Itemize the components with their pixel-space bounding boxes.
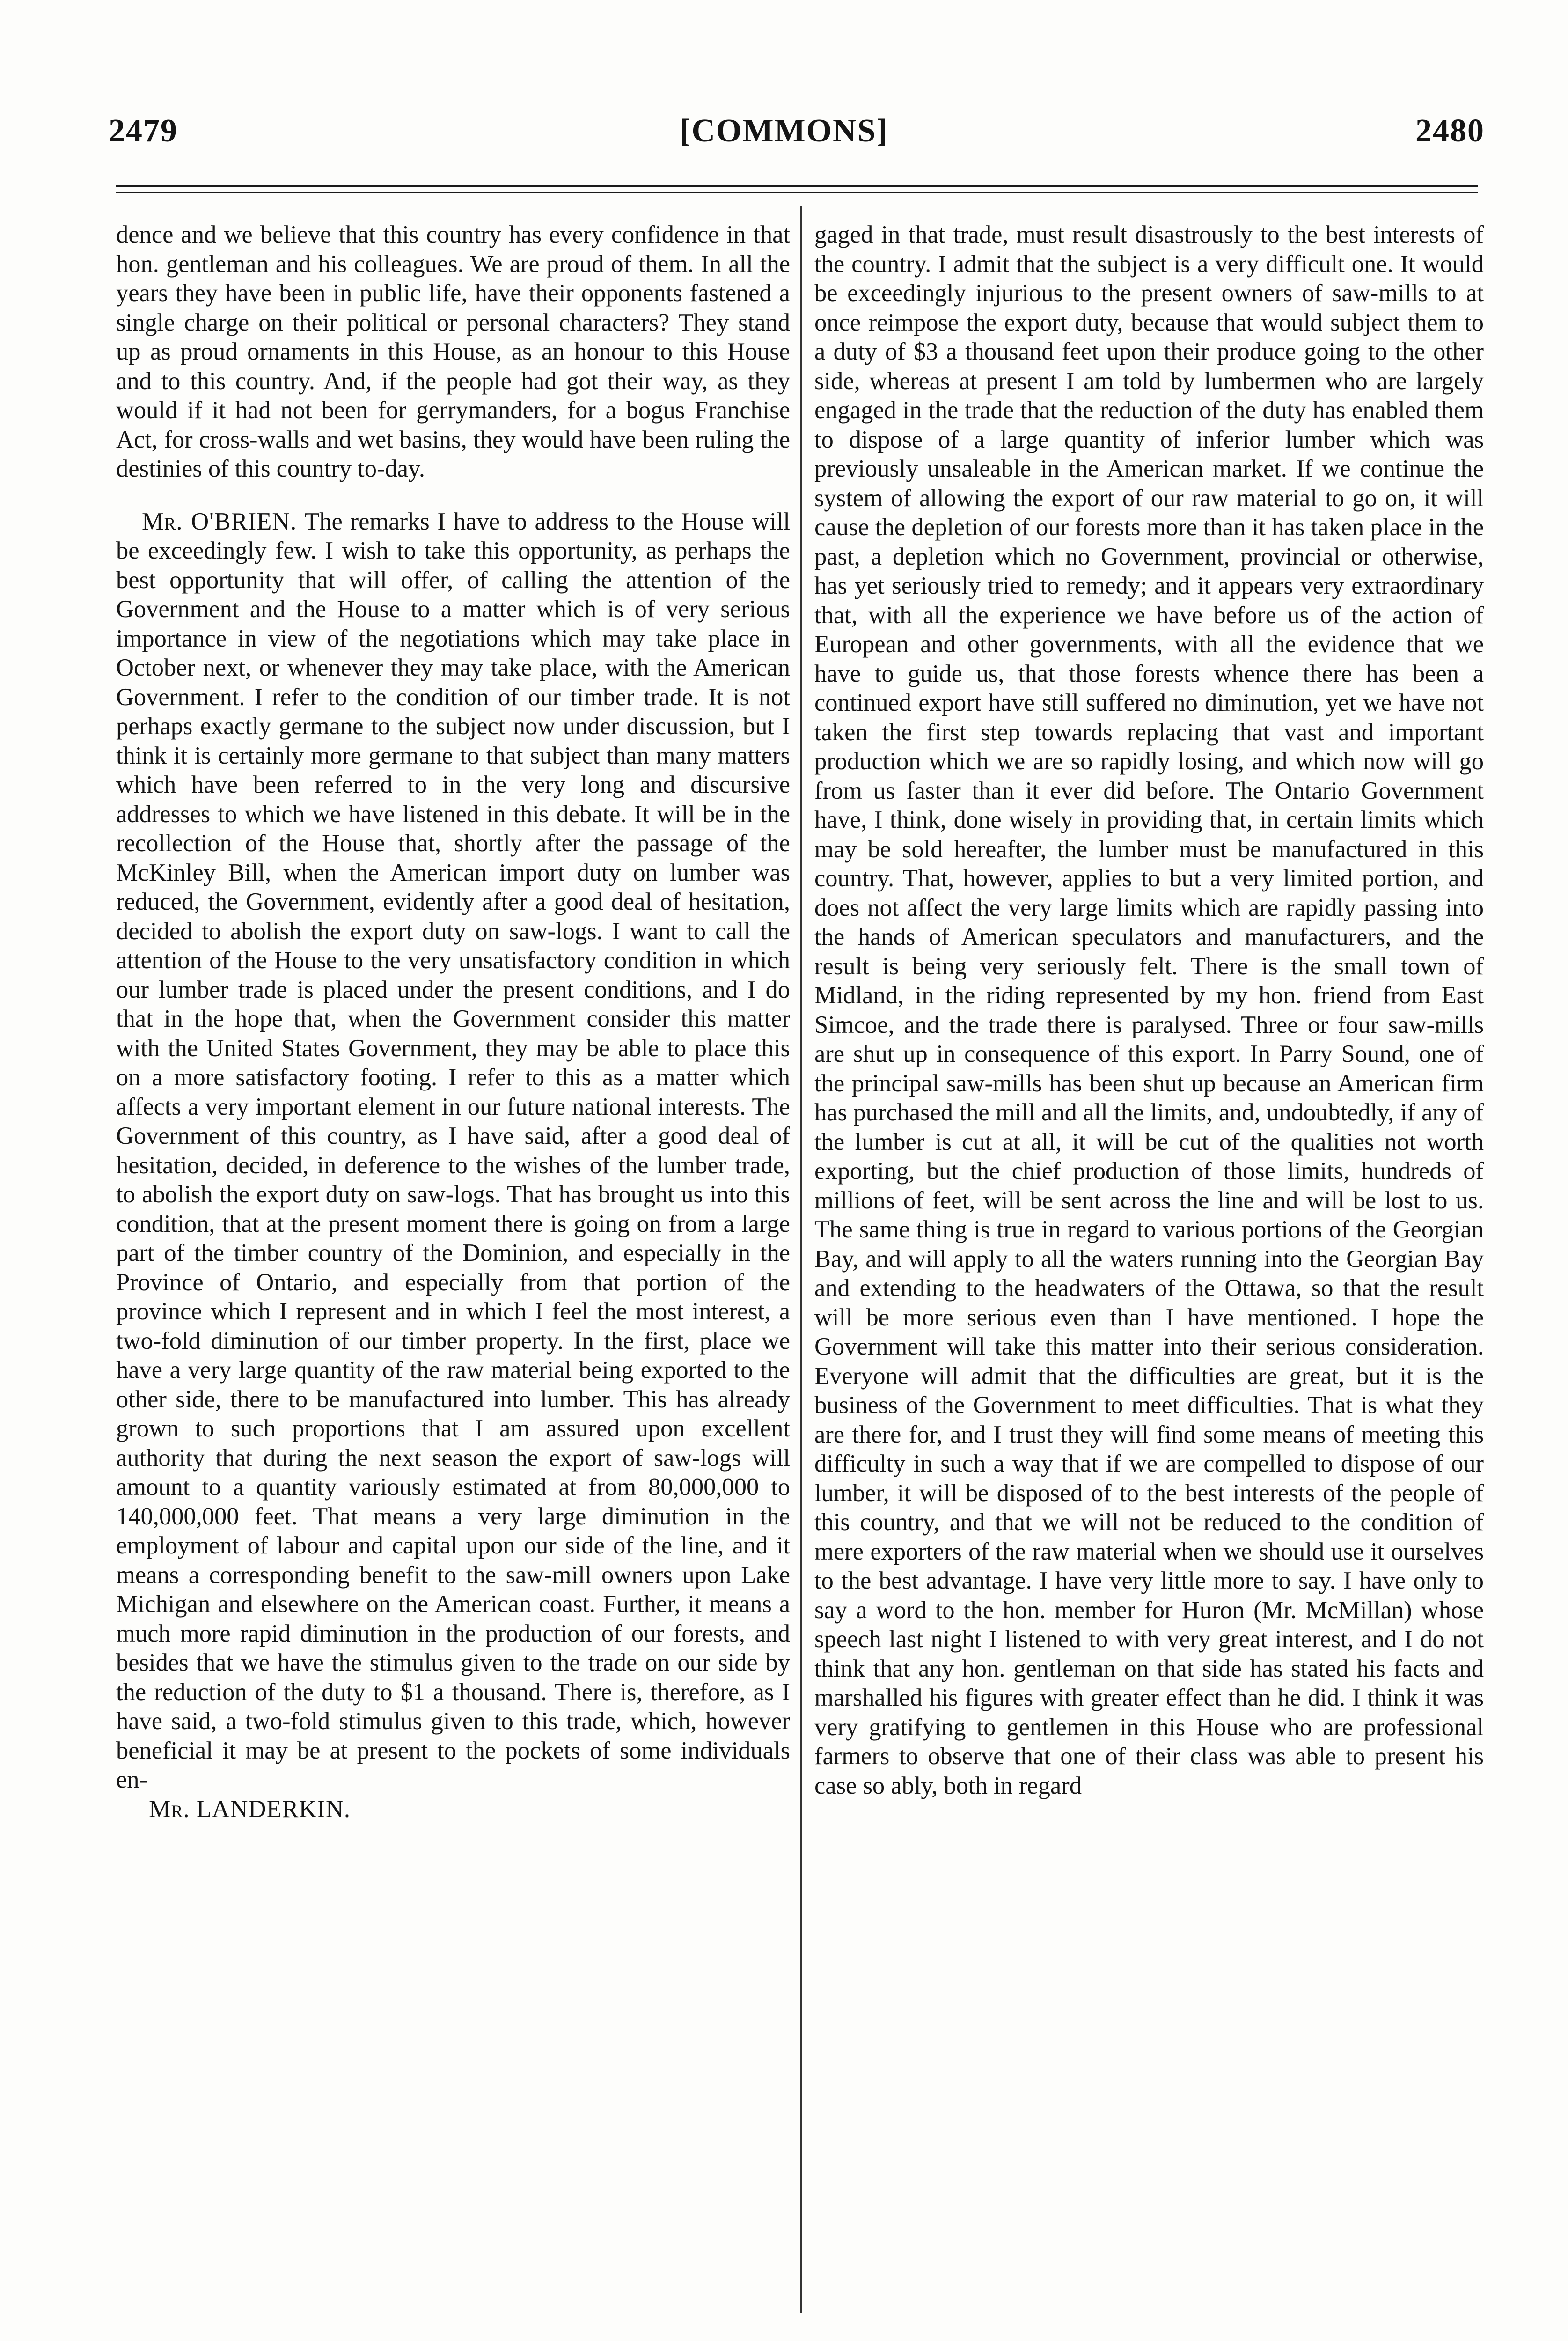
continued-paragraph: dence and we believe that this country has every confidence in that hon. gentleman and his colleagues. We are proud of them. In all the years they have been in public life, have their opponents fastened a single charge on their political or personal characters? They stand up as proud ornaments in this House, as an honour to this House and to this country. And, if the people had got their way, as they would if it had not been for gerrymanders, for a bogus Franchise Act, for cross-walls and wet basins, they would have been ruling the destinies of this country to-day. xyxy=(116,221,790,482)
speaker-name: Mr. O'BRIEN. xyxy=(142,508,297,535)
speech-text: The remarks I have to address to the House will be exceedingly few. I wish to take this opportunity, as perhaps the best opportunity that will offer, of calling the attention of the Government and the House to a matter which is of very serious importance in view of the negotiations which may take place in October next, or whenever they may take place, with the American Government. I refer to the condition of our timber trade. It is not perhaps exactly germane to the subject now under discussion, but I think it is certainly more germane to that subject than many matters which have been referred to in the very long and discursive addresses to which we have listened in this debate. It will be in the recollection of the House that, shortly after the passage of the McKinley Bill, when the American import duty on lumber was reduced, the Government, evidently after a good deal of hesitation, decided to abolish the export duty on saw-logs. I want to call the attention of the House to the very unsatisfactory condition in which our lumber trade is placed under the present conditions, and I do that in the hope that, when the Government consider this matter with the United States Government, they may be able to place this on a more satisfactory footing. I refer to this as a matter which affects a very important element in our future national interests. The Government of this country, as I have said, after a good deal of hesitation, decided, in deference to the wishes of the lumber trade, to abolish the export duty on saw-logs. That has brought us into this condition, that at the present moment there is going on from a large part of the timber country of the Dominion, and especially in the Province of Ontario, and especially from that portion of the province which I represent and in which I feel the most interest, a two-fold diminution of our timber property. In the first, place we have a very large quantity of the raw material being exported to the other side, there to be manufactured into lumber. This has already grown to such proportions that I am assured upon excellent authority that during the next season the export of saw-logs will amount to a quantity variously estimated at from 80,000,000 to 140,000,000 feet. That means a very large diminution in the employment of labour and capital upon our side of the line, and it means a corresponding benefit to the saw-mill owners upon Lake Michigan and elsewhere on the American coast. Further, it means a much more rapid diminution in the production of our forests, and besides that we have the stimulus given to the trade on our side by the reduction of the duty to $1 a thousand. There is, therefore, as I have said, a two-fold stimulus given to this trade, which, however beneficial it may be at present to the pockets of some individuals en- xyxy=(116,508,791,1793)
speech-paragraph xyxy=(116,507,790,1795)
header-rule-thick xyxy=(116,185,1478,187)
left-column xyxy=(116,220,790,1824)
continued-speech: gaged in that trade, must result disastrously to the best interests of the country. I admit that the subject is a very difficult one. It would be exceedingly injurious to the present owners of saw-mills to at once reimpose the export duty, because that would subject them to a duty of $3 a thousand feet upon their produce going to the other side, whereas at present I am told by lumbermen who are largely engaged in the trade that the reduction of the duty has enabled them to dispose of a large quantity of inferior lumber which was previously unsaleable in the American market. If we continue the system of allowing the export of our raw material to go on, it will cause the depletion of our forests more than it has taken place in the past, a depletion which no Government, provincial or otherwise, has yet seriously tried to remedy; and it appears very extraordinary that, with all the experience we have before us of the action of European and other governments, with all the evidence that we have to guide us, that those forests whence there has been a continued export have still suffered no diminution, yet we have not taken the first step towards replacing that vast and important production which we are so rapidly losing, and which now will go from us faster than it ever did before. The Ontario Government have, I think, done wisely in providing that, in certain limits which may be sold hereafter, the lumber must be manufactured in this country. That, however, applies to but a very limited portion, and does not affect the very large limits which are rapidly passing into the hands of American speculators and manufacturers, and the result is being very seriously felt. There is the small town of Midland, in the riding represented by my hon. friend from East Simcoe, and the trade there is paralysed. Three or four saw-mills are shut up in consequence of this export. In Parry Sound, one of the principal saw-mills has been shut up because an American firm has purchased the mill and all the limits, and, undoubtedly, if any of the lumber is cut at all, it will be cut of the qualities not worth exporting, but the chief production of those limits, hundreds of millions of feet, will be sent across the line and will be lost to us. The same thing is true in regard to various portions of the Georgian Bay, and will apply to all the waters running into the Georgian Bay and extending to the headwaters of the Ottawa, so that the result will be more serious even than I have mentioned. I hope the Government will take this matter into their serious consideration. Everyone will admit that the difficulties are great, but it is the business of the Government to meet difficulties. That is what they are there for, and I trust they will find some means of meeting this difficulty in such a way that if we are compelled to dispose of our lumber, it will be disposed of to the best interests of the people of this country, and that we will not be reduced to the condition of mere exporters of the raw material when we should use it ourselves to the best advantage. I have very little more to say. I have only to say a word to the hon. member for Huron (Mr. McMillan) whose speech last night I listened to with very great interest, and I do not think that any hon. gentleman on that side has stated his facts and marshalled his figures with greater effect than he did. I think it was very gratifying to gentlemen in this House who are professional farmers to observe that one of their class was able to present his case so ably, both in regard xyxy=(814,221,1484,1799)
interjection-speaker: Mr. LANDERKIN. xyxy=(149,1795,351,1823)
column-divider xyxy=(800,206,802,2313)
header-rule-thin xyxy=(116,192,1478,193)
page-title: [COMMONS] xyxy=(680,113,888,149)
right-page-number: 2480 xyxy=(1415,113,1485,149)
right-column xyxy=(814,220,1484,1800)
left-page-number: 2479 xyxy=(109,113,178,149)
